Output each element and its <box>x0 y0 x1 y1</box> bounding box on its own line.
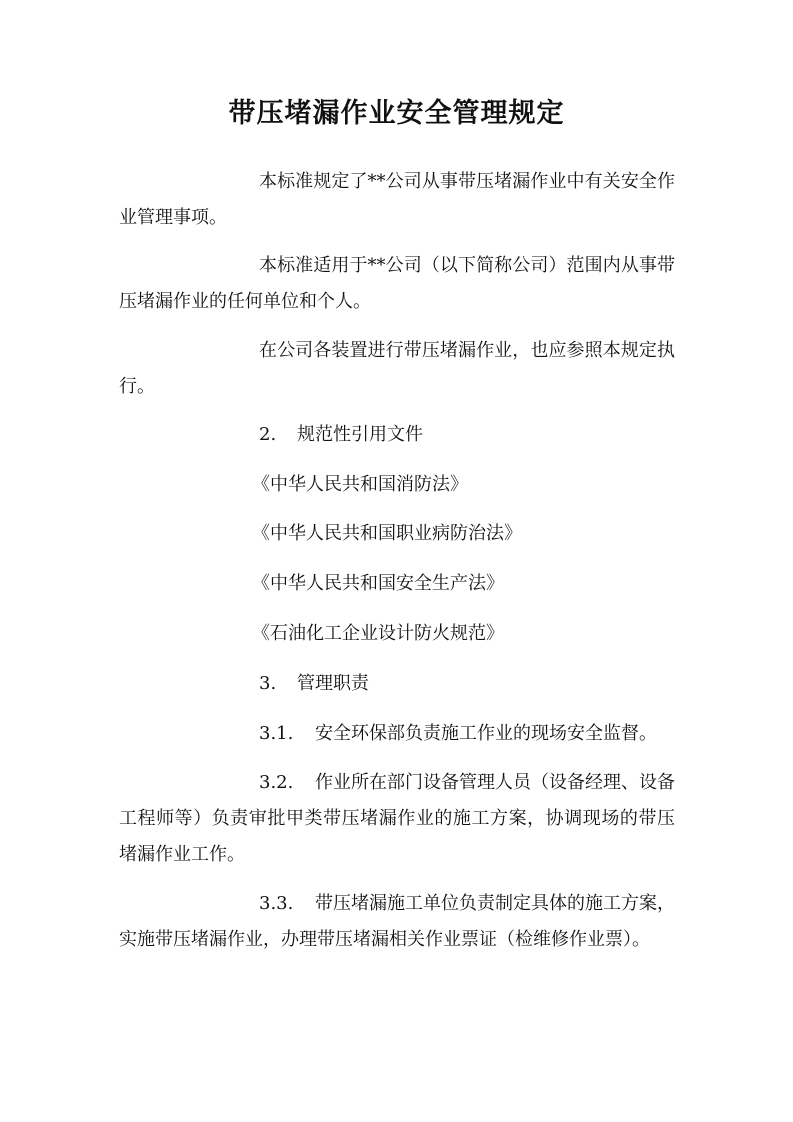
clause-3-1 <box>259 716 657 752</box>
section-number: 2. <box>259 424 277 445</box>
clause-number: 3.2. <box>259 772 294 793</box>
section-heading-text: 管理职责 <box>297 673 369 694</box>
section-heading-text: 规范性引用文件 <box>297 424 423 445</box>
section-number: 3. <box>259 673 277 694</box>
clause-number: 3.3. <box>259 893 294 914</box>
reference-item: 《石油化工企业设计防火规范》 <box>252 623 504 644</box>
reference-item: 《中华人民共和国消防法》 <box>252 474 468 495</box>
clause-3-2 <box>119 765 675 873</box>
clause-3-3 <box>119 886 675 958</box>
section-3-heading <box>259 666 369 702</box>
clause-text: 安全环保部负责施工作业的现场安全监督。 <box>315 723 657 744</box>
paragraph-reference-execution: 在公司各装置进行带压堵漏作业，也应参照本规定执行。 <box>119 340 675 397</box>
section-2-heading <box>259 417 423 453</box>
paragraph-applicability: 本标准适用于**公司（以下简称公司）范围内从事带压堵漏作业的任何单位和个人。 <box>119 255 675 312</box>
paragraph-scope-definition: 本标准规定了**公司从事带压堵漏作业中有关安全作业管理事项。 <box>119 171 675 228</box>
clause-number: 3.1. <box>259 723 294 744</box>
reference-item: 《中华人民共和国职业病防治法》 <box>252 523 522 544</box>
reference-item: 《中华人民共和国安全生产法》 <box>252 573 504 594</box>
clause-text: 带压堵漏施工单位负责制定具体的施工方案，实施带压堵漏作业，办理带压堵漏相关作业票证（检维修作业票）。 <box>119 893 675 950</box>
clause-text: 作业所在部门设备管理人员（设备经理、设备工程师等）负责审批甲类带压堵漏作业的施工方案，协调现场的带压堵漏作业工作。 <box>119 772 675 865</box>
document-title: 带压堵漏作业安全管理规定 <box>228 98 565 129</box>
